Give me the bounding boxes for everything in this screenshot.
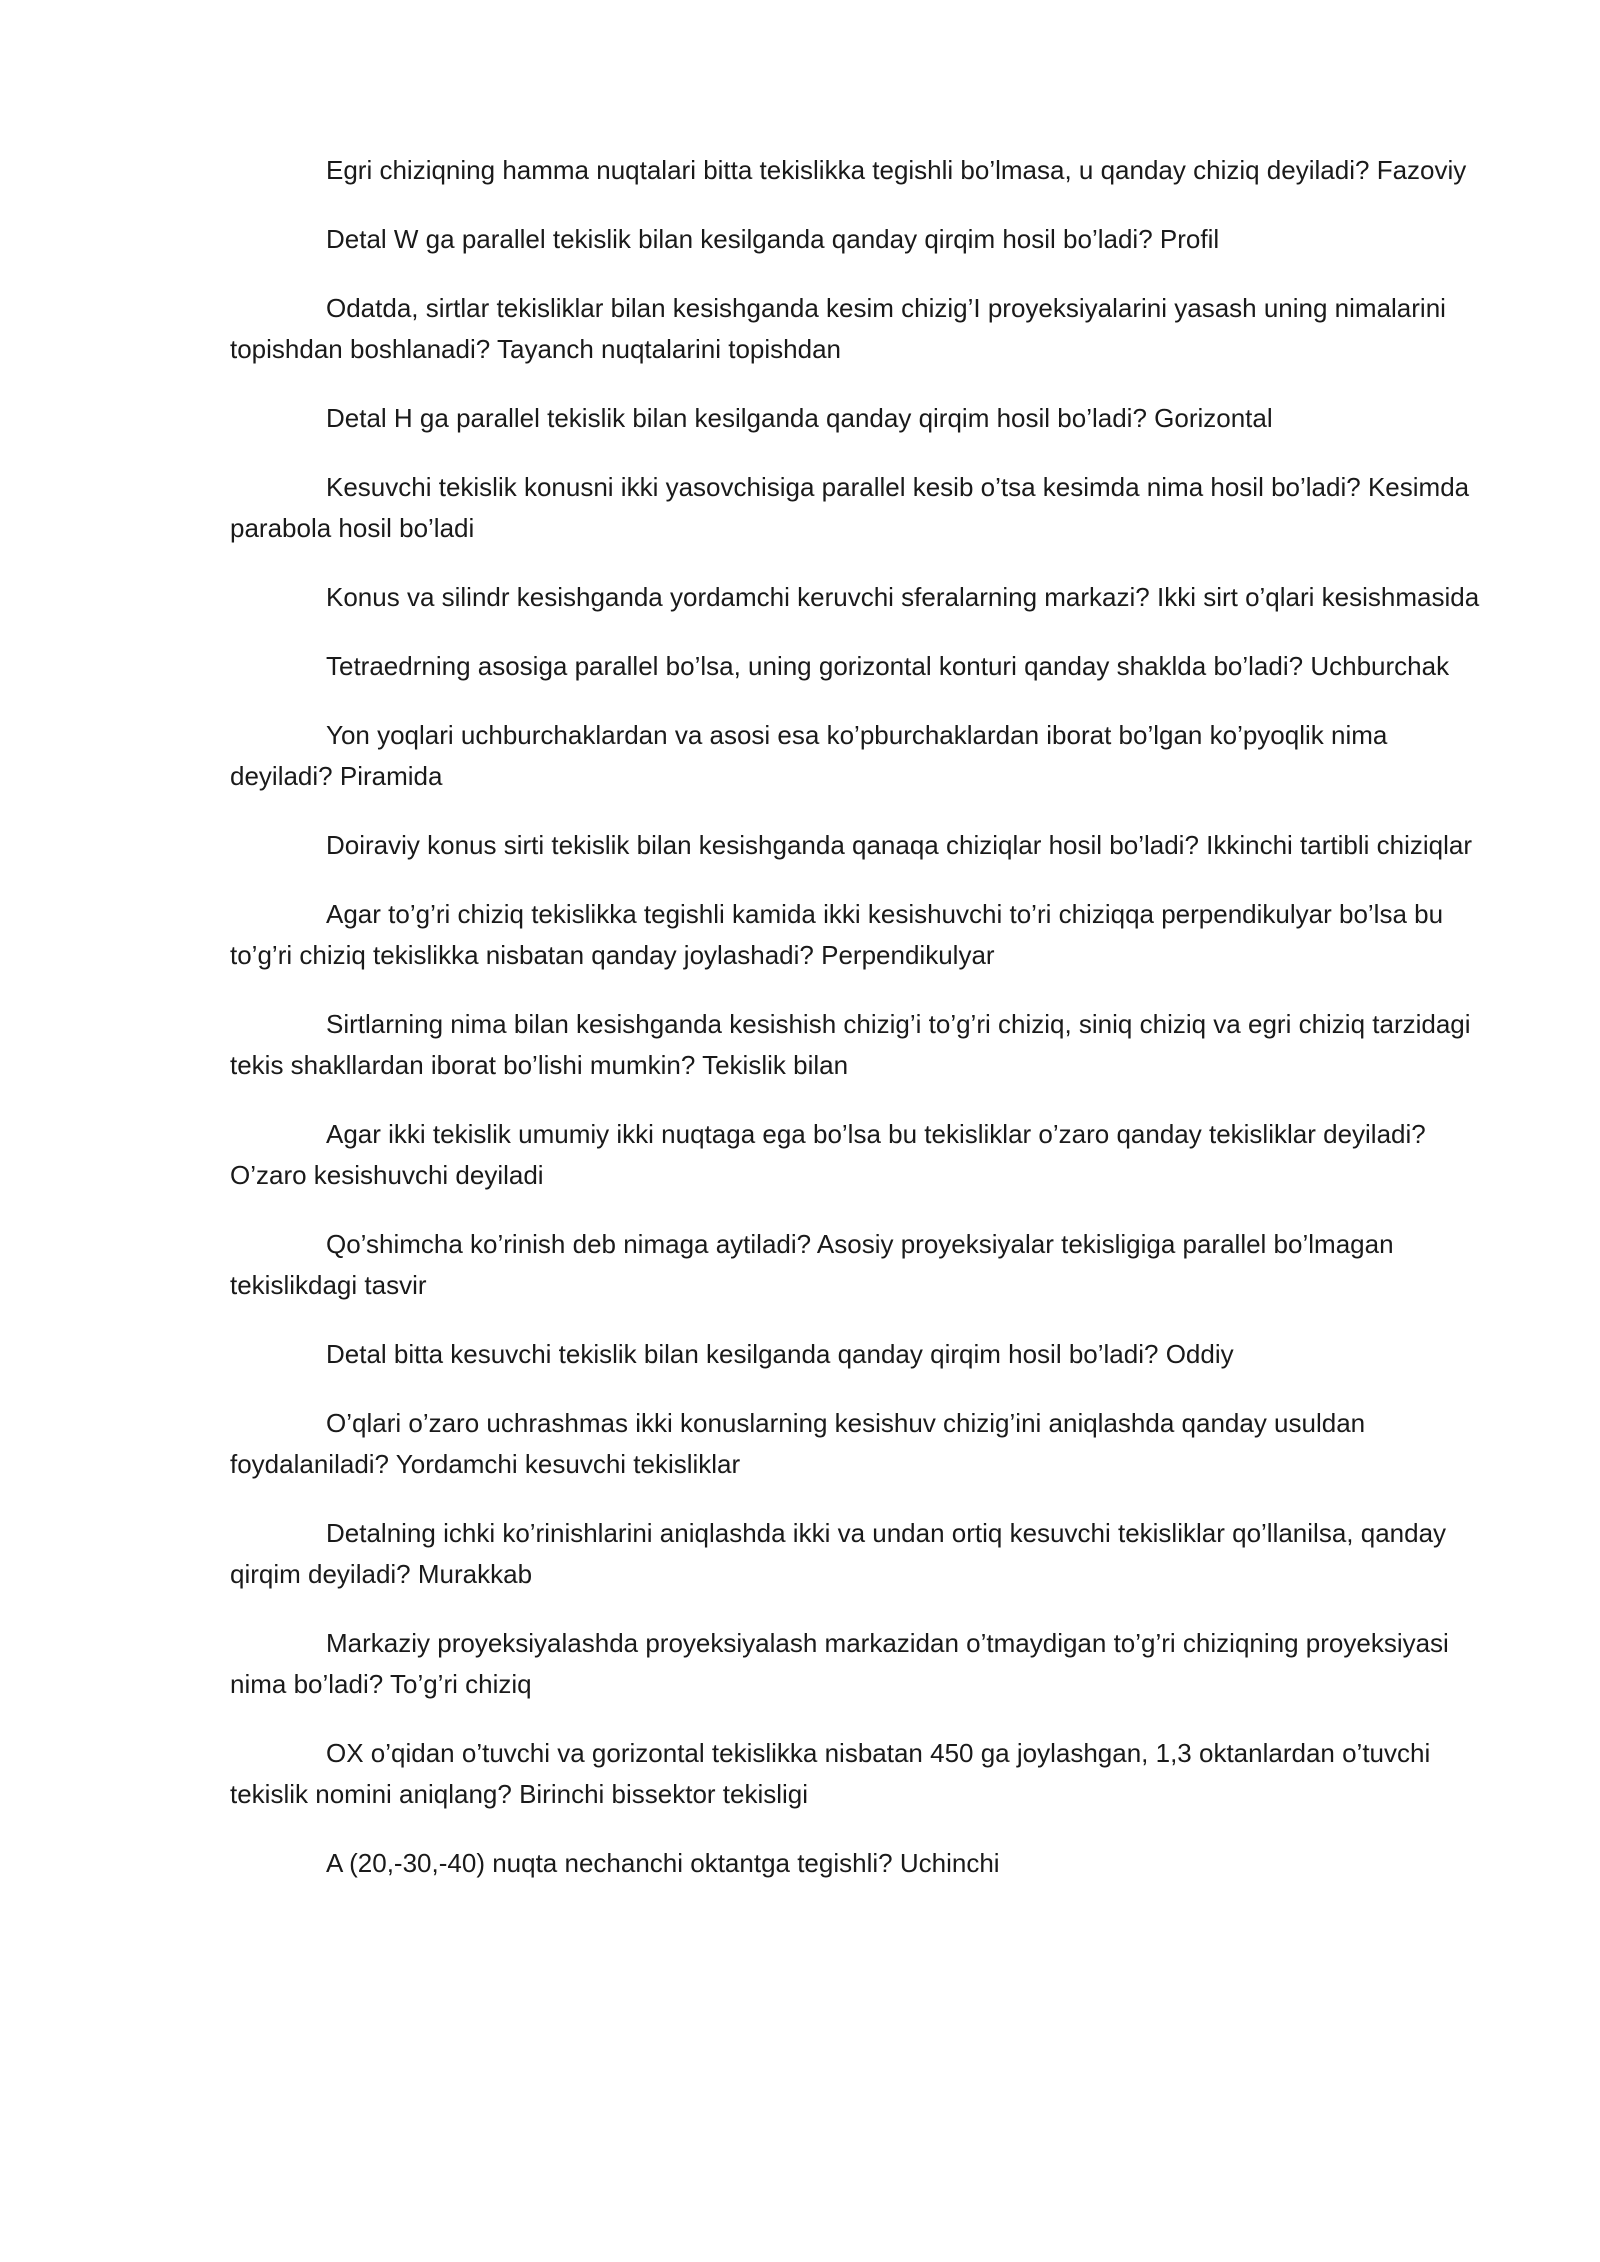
qa-item [230, 398, 1490, 439]
qa-item [230, 1623, 1490, 1705]
answer: Ikki sirt o’qlari kesishmasida [1156, 582, 1480, 612]
answer: Uchburchak [1310, 651, 1450, 681]
answer: Tekislik bilan [702, 1050, 849, 1080]
qa-list [230, 150, 1490, 1912]
question: A (20,-30,-40) nuqta nechanchi oktantga tegishli? [326, 1848, 893, 1878]
question: Detal W ga parallel tekislik bilan kesilganda qanday qirqim hosil bo’ladi? [326, 224, 1160, 254]
question: Detal bitta kesuvchi tekislik bilan kesilganda qanday qirqim hosil bo’ladi? [326, 1339, 1159, 1369]
qa-item [230, 1114, 1490, 1196]
question: Egri chiziqning hamma nuqtalari bitta tekislikka tegishli bo’lmasa, u qanday chiziq deyiladi? [326, 155, 1370, 185]
answer: Birinchi bissektor tekisligi [519, 1779, 809, 1809]
question: Sirtlarning nima bilan kesishganda kesishish chizig’i to’g’ri chiziq, siniq chiziq va egri chiziq tarzidagi tekis shakllardan iborat bo’lishi mumkin? [230, 1009, 1471, 1080]
question: Detalning ichki ko’rinishlarini aniqlashda ikki va undan ortiq kesuvchi tekisliklar qo’llanilsa, qanday qirqim deyiladi? [230, 1518, 1447, 1589]
answer: To’g’ri chiziq [389, 1669, 532, 1699]
qa-item [230, 150, 1490, 191]
question: Tetraedrning asosiga parallel bo’lsa, uning gorizontal konturi qanday shaklda bo’ladi? [326, 651, 1304, 681]
answer: Gorizontal [1154, 403, 1273, 433]
question: Agar ikki tekislik umumiy ikki nuqtaga ega bo’lsa bu tekisliklar o’zaro qanday tekisliklar deyiladi? [326, 1119, 1426, 1149]
question: Qo’shimcha ko’rinish deb nimaga aytiladi? [326, 1229, 812, 1259]
question: OX o’qidan o’tuvchi va gorizontal tekislikka nisbatan 450 ga joylashgan, 1,3 oktanlardan o’tuvchi tekislik nomini aniqlang? [230, 1738, 1431, 1809]
question: Konus va silindr kesishganda yordamchi keruvchi sferalarning markazi? [326, 582, 1150, 612]
question: Doiraviy konus sirti tekislik bilan kesishganda qanaqa chiziqlar hosil bo’ladi? [326, 830, 1199, 860]
answer: Tayanch nuqtalarini topishdan [496, 334, 842, 364]
qa-item [230, 646, 1490, 687]
qa-item [230, 1843, 1490, 1884]
question: Odatda, sirtlar tekisliklar bilan kesishganda kesim chizig’I proyeksiyalarini yasash uning nimalarini topishdan boshlanadi? [230, 293, 1446, 364]
question: O’qlari o’zaro uchrashmas ikki konuslarning kesishuv chizig’ini aniqlashda qanday usuldan foydalaniladi? [230, 1408, 1366, 1479]
question: Yon yoqlari uchburchaklardan va asosi esa ko’pburchaklardan iborat bo’lgan ko’pyoqlik nima deyiladi? [230, 720, 1388, 791]
qa-item [230, 1403, 1490, 1485]
answer: Oddiy [1165, 1339, 1234, 1369]
answer: Profil [1159, 224, 1220, 254]
answer: Yordamchi kesuvchi tekisliklar [395, 1449, 741, 1479]
answer: Ikkinchi tartibli chiziqlar [1206, 830, 1473, 860]
question: Markaziy proyeksiyalashda proyeksiyalash markazidan o’tmaydigan to’g’ri chiziqning proyeksiyasi nima bo’ladi? [230, 1628, 1449, 1699]
qa-item [230, 1733, 1490, 1815]
qa-item [230, 715, 1490, 797]
qa-item [230, 1334, 1490, 1375]
qa-item [230, 1513, 1490, 1595]
answer: Uchinchi [899, 1848, 1000, 1878]
answer: Murakkab [417, 1559, 533, 1589]
qa-item [230, 1224, 1490, 1306]
qa-item [230, 577, 1490, 618]
qa-item [230, 219, 1490, 260]
question: Detal H ga parallel tekislik bilan kesilganda qanday qirqim hosil bo’ladi? [326, 403, 1155, 433]
answer: Asosiy proyeksiyalar tekisligiga parallel bo’lmagan tekislikdagi tasvir [230, 1229, 1394, 1300]
answer: O’zaro kesishuvchi deyiladi [230, 1160, 544, 1190]
qa-item [230, 467, 1490, 549]
qa-item [230, 894, 1490, 976]
qa-item [230, 288, 1490, 370]
answer: Kesimda parabola hosil bo’ladi [230, 472, 1470, 543]
answer: Fazoviy [1376, 155, 1467, 185]
qa-item [230, 1004, 1490, 1086]
question: Kesuvchi tekislik konusni ikki yasovchisiga parallel kesib o’tsa kesimda nima hosil bo’ladi? [326, 472, 1361, 502]
answer: Perpendikulyar [821, 940, 995, 970]
answer: Piramida [339, 761, 443, 791]
qa-item [230, 825, 1490, 866]
question: Agar to’g’ri chiziq tekislikka tegishli kamida ikki kesishuvchi to’ri chiziqqa perpendikulyar bo’lsa bu to’g’ri chiziq tekislikka nisbatan qanday joylashadi? [230, 899, 1444, 970]
